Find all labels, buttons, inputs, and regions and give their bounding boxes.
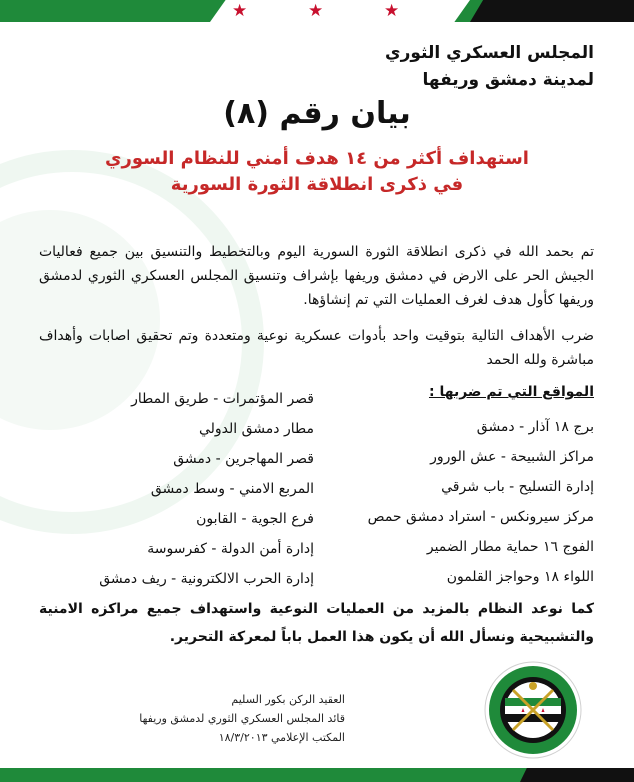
list-item: اللواء ١٨ وحواجز القلمون (446, 569, 594, 585)
council-name-line2: لمدينة دمشق وريفها (422, 70, 594, 90)
council-name (385, 40, 594, 94)
signature-line3: المكتب الإعلامي ١٨/٣/٢٠١٣ (218, 731, 345, 744)
list-item: مراكز الشبيحة - عش الورور (430, 449, 594, 465)
red-star-icon: ★ (308, 1, 324, 21)
body-paragraph-2: ضرب الأهداف التالية بتوقيت واحد بأدوات عسكرية نوعية ومتعددة وتم تحقيق اصابات وأهداف مباشرة ولله الحمد (39, 328, 594, 368)
red-star-icon: ★ (232, 1, 248, 21)
military-council-emblem-icon (483, 660, 583, 760)
flag-bar-bottom (0, 768, 634, 782)
targets-list-left (99, 384, 314, 594)
signature-block (105, 690, 345, 747)
council-name-line1: المجلس العسكري الثوري (385, 43, 594, 63)
list-item: مركز سيرونكس - استراد دمشق حمص (367, 509, 594, 525)
list-item: الفوج ١٦ حماية مطار الضمير (426, 539, 594, 555)
list-item: فرع الجوية - القابون (196, 511, 314, 527)
targets-list-right (368, 412, 594, 592)
red-star-icon: ★ (384, 1, 400, 21)
list-item: إدارة التسليح - باب شرقي (441, 479, 594, 495)
flag-black-stripe (520, 768, 634, 782)
signature-line1: العقيد الركن بكور السليم (231, 693, 345, 706)
list-item: مطار دمشق الدولي (198, 421, 314, 437)
signature-line2: قائد المجلس العسكري الثوري لدمشق وريفها (139, 712, 345, 725)
list-item: إدارة أمن الدولة - كفرسوسة (147, 541, 314, 557)
list-item: المربع الامني - وسط دمشق (150, 481, 314, 497)
headline-line1: استهداف أكثر من ١٤ هدف أمني للنظام السوري (105, 148, 529, 169)
targets-heading: المواقع التي تم ضربها : (428, 384, 594, 400)
list-item: قصر المؤتمرات - طريق المطار (131, 391, 314, 407)
statement-title: بيان رقم (٨) (223, 96, 411, 131)
list-item: برج ١٨ آذار - دمشق (476, 419, 594, 435)
list-item: إدارة الحرب الالكترونية - ريف دمشق (99, 571, 314, 587)
list-item: قصر المهاجرين - دمشق (173, 451, 314, 467)
headline-line2: في ذكرى انطلاقة الثورة السورية (170, 174, 464, 195)
body-paragraph-1: تم بحمد الله في ذكرى انطلاقة الثورة السورية اليوم وبالتخطيط والتنسيق بين جميع فعاليات الجيش الحر على الارض في دمشق وريفها بإشراف وتنسيق المجلس العسكري الثوري لدمشق وريفها كأول هدف لغرف العمليات التي تم إنشاؤها. (39, 244, 594, 308)
closing-paragraph: كما نوعد النظام بالمزيد من العمليات النوعية واستهداف جميع مراكزه الامنية والتشبيحية ونسأل الله أن يكون هذا العمل باباً لمعركة التحرير. (39, 601, 594, 645)
